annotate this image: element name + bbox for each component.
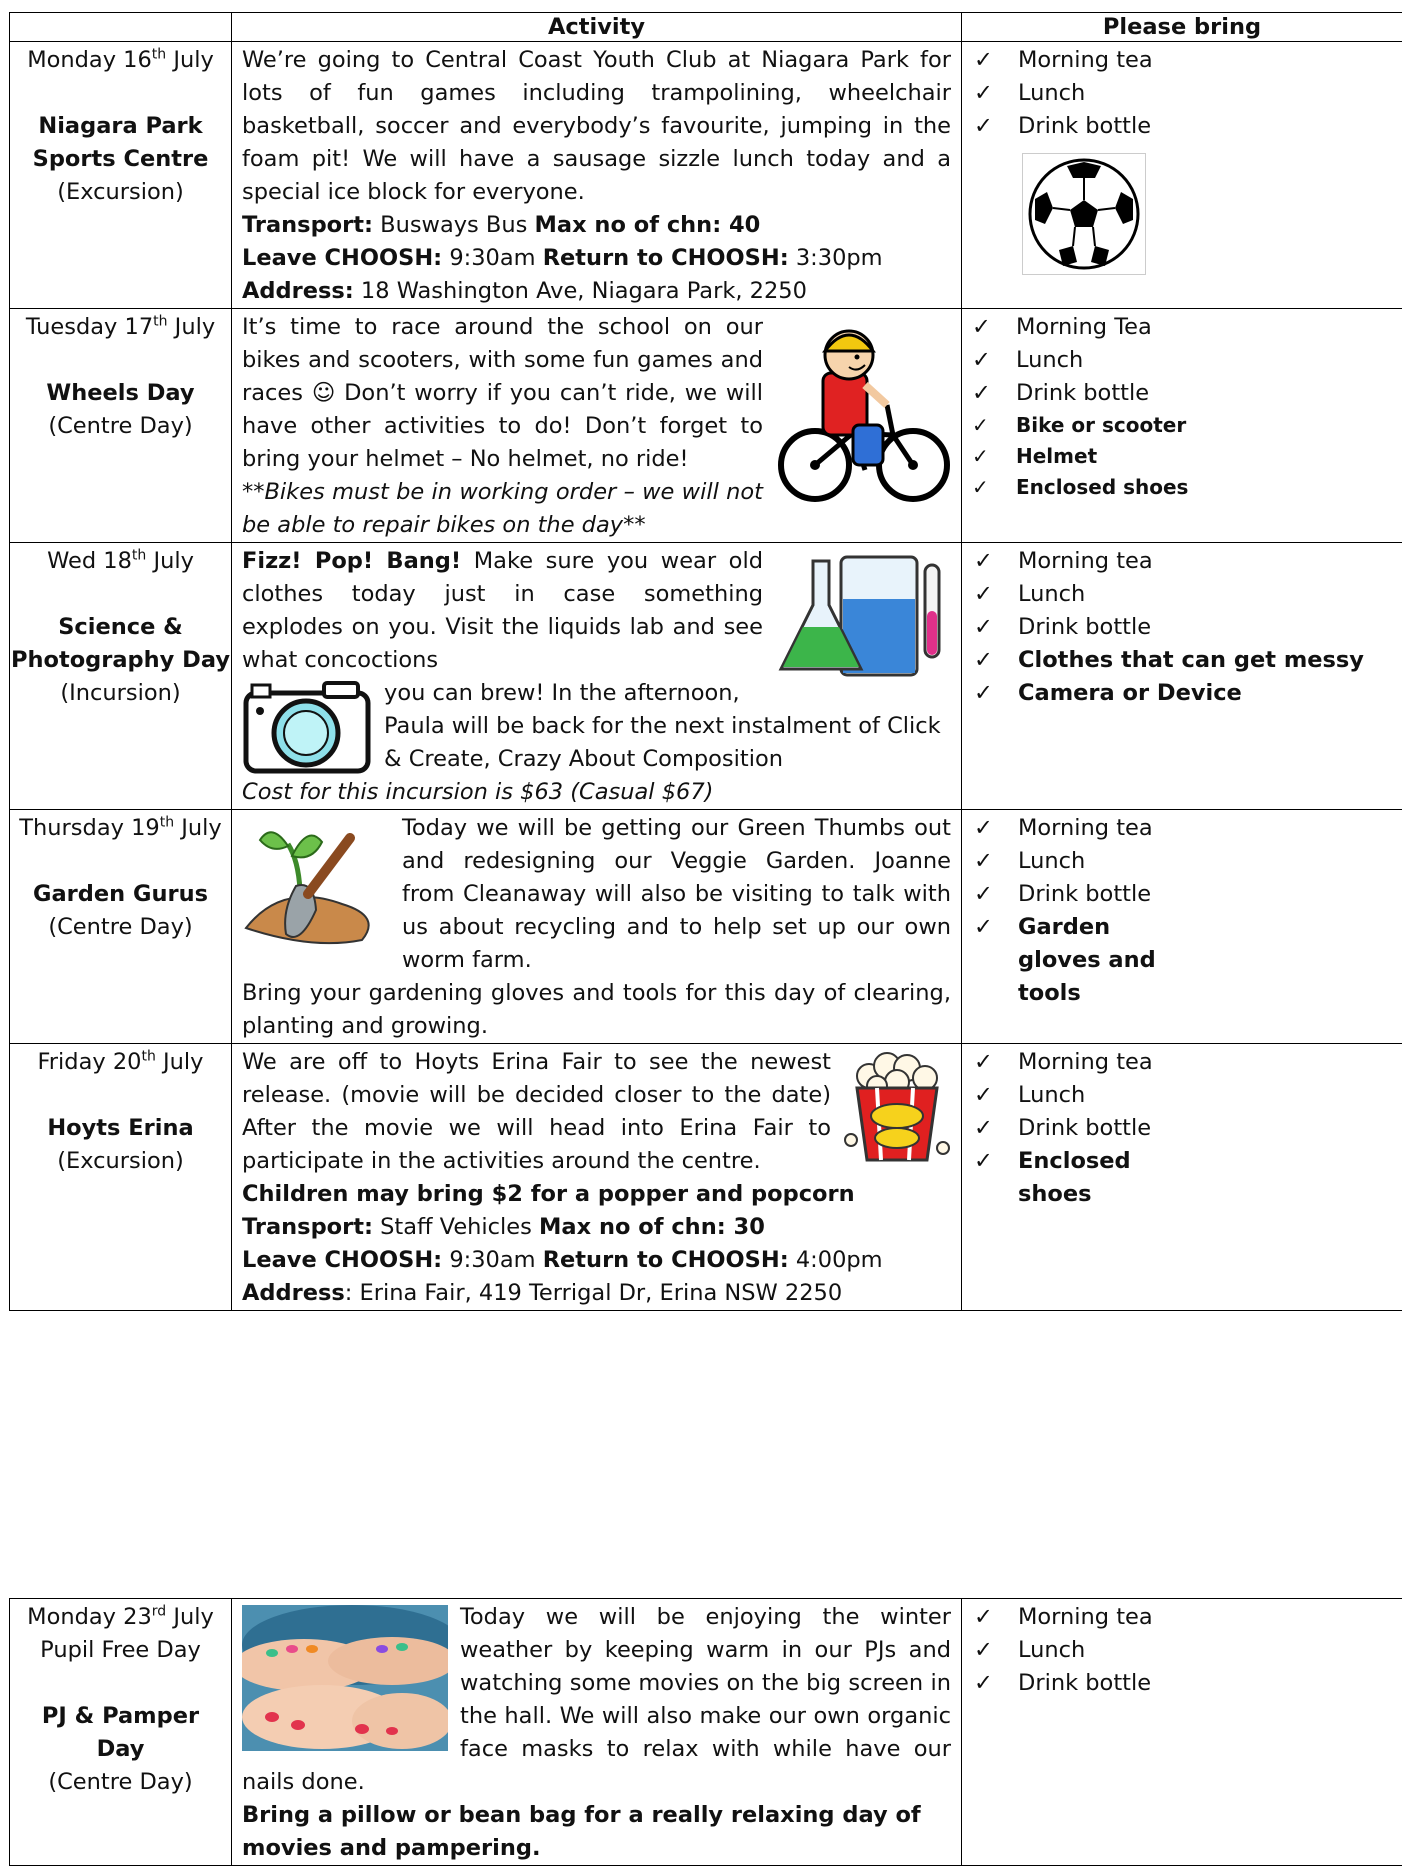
day-title: Garden Gurus — [10, 878, 231, 911]
day-type: (Excursion) — [10, 1145, 231, 1178]
leave-return-line: Leave CHOOSH: 9:30am Return to CHOOSH: 3:30pm — [242, 242, 951, 275]
list-item: ✓ Enclosed shoes — [972, 472, 1402, 503]
bring-list — [974, 1046, 1402, 1211]
list-item: ✓ Morning Tea — [972, 311, 1402, 344]
day-title: Niagara Park — [10, 110, 231, 143]
address-line: Address: 18 Washington Ave, Niagara Park, 2250 — [242, 275, 951, 308]
list-item: ✓ Morning tea — [974, 44, 1402, 77]
table-row-friday-20 — [10, 1044, 1402, 1311]
activity-cost: Cost for this incursion is $63 (Casual $67) — [242, 776, 951, 809]
day-cell — [10, 42, 232, 309]
day-type: (Centre Day) — [10, 1766, 231, 1799]
activity-cell — [232, 543, 962, 810]
day-cell — [10, 810, 232, 1044]
camera-icon — [242, 679, 372, 775]
list-item: ✓ Lunch — [972, 344, 1402, 377]
list-item: ✓ Drink bottle — [974, 1112, 1402, 1145]
list-item: ✓ Lunch — [974, 845, 1402, 878]
activity-description: Fizz! Pop! Bang! Make sure you wear old clothes today just in case something explodes on you. Visit the liquids lab and see what concoctions — [242, 545, 951, 677]
activity-description: Today we will be enjoying the winter weather by keeping warm in our PJs and watching some movies on the big screen in the hall. We will also make our own organic face masks to relax with while have our nails done. — [242, 1601, 951, 1799]
list-item: ✓ Bike or scooter — [972, 410, 1402, 441]
popcorn-icon — [843, 1050, 951, 1166]
table-row-wed-18 — [10, 543, 1402, 810]
transport-line: Transport: Busways Bus Max no of chn: 40 — [242, 209, 951, 242]
activity-cell — [232, 810, 962, 1044]
activity-description-cont: you can brew! In the afternoon, Paula will be back for the next instalment of Click & Create, Crazy About Composition — [242, 677, 951, 776]
garden-trowel-icon — [242, 816, 390, 954]
schedule-table-week2 — [9, 1598, 1402, 1866]
bring-note: Bring a pillow or bean bag for a really relaxing day of movies and pampering. — [242, 1799, 951, 1865]
painted-nails-photo — [242, 1605, 448, 1751]
day-cell — [10, 1599, 232, 1866]
list-item: ✓ Drink bottle — [974, 110, 1402, 143]
day-title: PJ & Pamper — [10, 1700, 231, 1733]
day-subtitle: Pupil Free Day — [10, 1634, 231, 1667]
bring-list — [974, 545, 1402, 710]
bring-list — [974, 812, 1402, 1010]
bring-cell — [962, 42, 1402, 309]
header-please-bring: Please bring — [962, 13, 1402, 42]
day-date: Monday 16th July — [10, 44, 231, 77]
list-item: ✓ Drink bottle — [974, 878, 1402, 911]
bring-list — [974, 44, 1402, 143]
list-item: ✓ Lunch — [974, 1634, 1402, 1667]
address-line: Address: Erina Fair, 419 Terrigal Dr, Erina NSW 2250 — [242, 1277, 951, 1310]
list-item: ✓ Morning tea — [974, 1046, 1402, 1079]
day-date: Tuesday 17th July — [10, 311, 231, 344]
list-item: ✓ Drink bottle — [974, 1667, 1402, 1700]
bring-list — [972, 311, 1402, 503]
list-item: ✓ Garden gloves and tools — [974, 911, 1158, 1010]
day-title: Wheels Day — [10, 377, 231, 410]
list-item: ✓ Drink bottle — [974, 611, 1402, 644]
day-title: Hoyts Erina — [10, 1112, 231, 1145]
activity-description-cont: Bring your gardening gloves and tools for this day of clearing, planting and growing. — [242, 977, 951, 1043]
table-row-monday-23 — [10, 1599, 1402, 1866]
list-item: ✓ Morning tea — [974, 812, 1402, 845]
day-date: Thursday 19th July — [10, 812, 231, 845]
day-date: Monday 23rd July — [10, 1601, 231, 1634]
day-title: Science & — [10, 611, 231, 644]
day-type: (Centre Day) — [10, 410, 231, 443]
bring-cell — [962, 810, 1402, 1044]
bike-rider-icon — [775, 315, 951, 513]
day-cell — [10, 543, 232, 810]
table-header-row — [10, 13, 1402, 42]
popcorn-note: Children may bring $2 for a popper and popcorn — [242, 1178, 951, 1211]
activity-description: It’s time to race around the school on our bikes and scooters, with some fun games and races ☺ Don’t worry if you can’t ride, we will have other activities to do! Don’t forget to bring your helmet – No helmet, no ride! — [242, 311, 951, 476]
day-date: Friday 20th July — [10, 1046, 231, 1079]
header-day — [10, 13, 232, 42]
list-item: ✓ Enclosed shoes — [974, 1145, 1138, 1211]
list-item: ✓ Lunch — [974, 578, 1402, 611]
day-title-line2: Day — [10, 1733, 231, 1766]
list-item: ✓ Lunch — [974, 1079, 1402, 1112]
list-item: ✓ Lunch — [974, 77, 1402, 110]
bring-cell — [962, 1044, 1402, 1311]
list-item: ✓ Helmet — [972, 441, 1402, 472]
transport-line: Transport: Staff Vehicles Max no of chn: 30 — [242, 1211, 951, 1244]
list-item: ✓ Drink bottle — [972, 377, 1402, 410]
day-title-line2: Sports Centre — [10, 143, 231, 176]
activity-cell — [232, 1044, 962, 1311]
day-type: (Incursion) — [10, 677, 231, 710]
activity-description: Today we will be getting our Green Thumbs out and redesigning our Veggie Garden. Joanne from Cleanaway will also be visiting to talk with us about recycling and to help set up our own worm farm. — [242, 812, 951, 977]
lab-beakers-icon — [775, 551, 951, 681]
day-type: (Excursion) — [10, 176, 231, 209]
table-row-thursday-19 — [10, 810, 1402, 1044]
leave-return-line: Leave CHOOSH: 9:30am Return to CHOOSH: 4:00pm — [242, 1244, 951, 1277]
bring-list — [974, 1601, 1402, 1700]
activity-note: **Bikes must be in working order – we will not be able to repair bikes on the day** — [242, 476, 951, 542]
bring-cell — [962, 309, 1402, 543]
soccer-ball-icon — [1022, 153, 1146, 275]
activity-description: We’re going to Central Coast Youth Club at Niagara Park for lots of fun games including trampolining, wheelchair basketball, soccer and everybody’s favourite, jumping in the foam pit! We will have a sausage sizzle lunch today and a special ice block for everyone. — [242, 44, 951, 209]
activity-cell — [232, 1599, 962, 1866]
list-item: ✓ Camera or Device — [974, 677, 1402, 710]
list-item: ✓ Clothes that can get messy — [974, 644, 1402, 677]
day-date: Wed 18th July — [10, 545, 231, 578]
list-item: ✓ Morning tea — [974, 545, 1402, 578]
table-row-tuesday-17 — [10, 309, 1402, 543]
table-row-monday-16 — [10, 42, 1402, 309]
day-cell — [10, 1044, 232, 1311]
activity-cell — [232, 42, 962, 309]
bring-cell — [962, 543, 1402, 810]
list-item: ✓ Morning tea — [974, 1601, 1402, 1634]
activity-description: We are off to Hoyts Erina Fair to see the newest release. (movie will be decided closer to the date) After the movie we will head into Erina Fair to participate in the activities around the centre. — [242, 1046, 951, 1178]
bring-cell — [962, 1599, 1402, 1866]
day-type: (Centre Day) — [10, 911, 231, 944]
schedule-table-week1 — [9, 12, 1402, 1311]
day-cell — [10, 309, 232, 543]
day-title-line2: Photography Day — [10, 644, 231, 677]
header-activity: Activity — [232, 13, 962, 42]
activity-cell — [232, 309, 962, 543]
